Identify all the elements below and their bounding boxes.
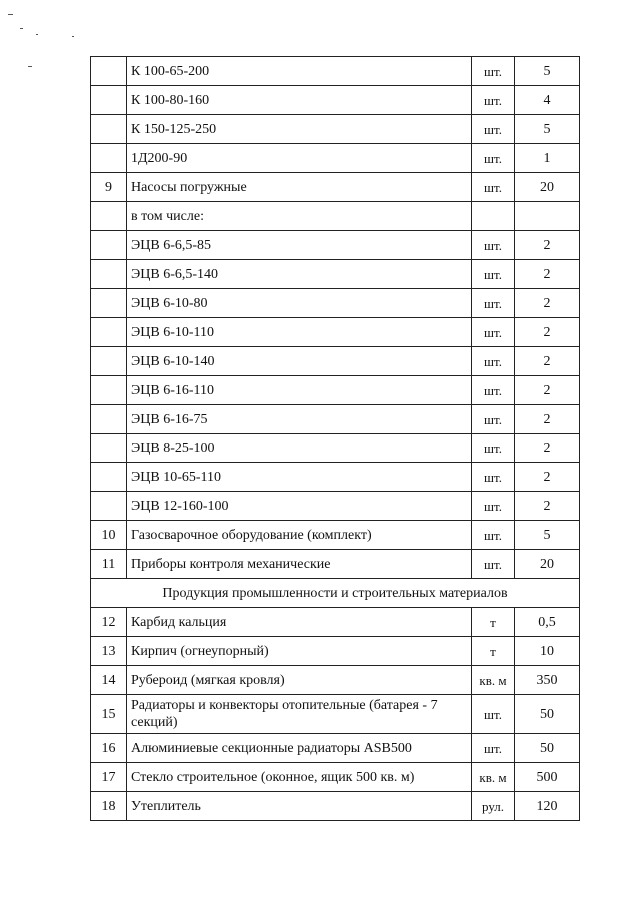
- item-name-cell: Рубероид (мягкая кровля): [127, 666, 472, 695]
- item-name-cell: Приборы контроля механические: [127, 550, 472, 579]
- item-name-cell: Кирпич (огнеупорный): [127, 637, 472, 666]
- table-row: [91, 521, 580, 550]
- row-number-cell: [91, 318, 127, 347]
- unit-cell: шт.: [472, 405, 515, 434]
- unit-cell: шт.: [472, 260, 515, 289]
- unit-cell: рул.: [472, 792, 515, 821]
- unit-cell: шт.: [472, 57, 515, 86]
- row-number-cell: [91, 202, 127, 231]
- row-number-cell: [91, 463, 127, 492]
- quantity-cell: 20: [515, 550, 580, 579]
- item-name-cell: 1Д200-90: [127, 144, 472, 173]
- quantity-cell: 2: [515, 463, 580, 492]
- row-number-cell: [91, 289, 127, 318]
- unit-cell: кв. м: [472, 666, 515, 695]
- quantity-cell: 2: [515, 231, 580, 260]
- unit-cell: шт.: [472, 347, 515, 376]
- table-row: [91, 144, 580, 173]
- row-number-cell: 14: [91, 666, 127, 695]
- quantity-cell: 5: [515, 521, 580, 550]
- table-row: [91, 405, 580, 434]
- item-name-cell: Стекло строительное (оконное, ящик 500 кв. м): [127, 763, 472, 792]
- item-name-cell: Насосы погружные: [127, 173, 472, 202]
- table-row: [91, 173, 580, 202]
- table-row: [91, 260, 580, 289]
- item-name-cell: К 100-80-160: [127, 86, 472, 115]
- quantity-cell: 2: [515, 405, 580, 434]
- unit-cell: т: [472, 608, 515, 637]
- table-row: [91, 463, 580, 492]
- row-number-cell: 13: [91, 637, 127, 666]
- table-row: [91, 115, 580, 144]
- table-row: [91, 318, 580, 347]
- unit-cell: шт.: [472, 492, 515, 521]
- item-name-cell: К 100-65-200: [127, 57, 472, 86]
- row-number-cell: 12: [91, 608, 127, 637]
- unit-cell: шт.: [472, 318, 515, 347]
- quantity-cell: 0,5: [515, 608, 580, 637]
- table-row: [91, 202, 580, 231]
- quantity-cell: 5: [515, 115, 580, 144]
- item-name-cell: ЭЦВ 6-6,5-85: [127, 231, 472, 260]
- table-row: [91, 734, 580, 763]
- unit-cell: шт.: [472, 550, 515, 579]
- unit-cell: [472, 202, 515, 231]
- table-row: [91, 347, 580, 376]
- item-name-cell: ЭЦВ 6-10-80: [127, 289, 472, 318]
- row-number-cell: [91, 492, 127, 521]
- quantity-cell: 2: [515, 318, 580, 347]
- table-body-equipment: [91, 57, 580, 579]
- table-row: [91, 695, 580, 734]
- quantity-cell: 5: [515, 57, 580, 86]
- row-number-cell: [91, 434, 127, 463]
- row-number-cell: [91, 231, 127, 260]
- section-header-row: [91, 579, 580, 608]
- section-title: Продукция промышленности и строительных материалов: [91, 579, 580, 608]
- row-number-cell: 10: [91, 521, 127, 550]
- quantity-cell: 120: [515, 792, 580, 821]
- table-row: [91, 792, 580, 821]
- quantity-cell: 50: [515, 734, 580, 763]
- item-name-cell: в том числе:: [127, 202, 472, 231]
- table-body-section: [91, 579, 580, 608]
- table-row: [91, 86, 580, 115]
- quantity-cell: 500: [515, 763, 580, 792]
- quantity-cell: [515, 202, 580, 231]
- unit-cell: шт.: [472, 115, 515, 144]
- quantity-cell: 2: [515, 434, 580, 463]
- unit-cell: кв. м: [472, 763, 515, 792]
- row-number-cell: [91, 57, 127, 86]
- quantity-cell: 2: [515, 289, 580, 318]
- row-number-cell: [91, 376, 127, 405]
- table-body-materials: [91, 608, 580, 821]
- table-row: [91, 434, 580, 463]
- row-number-cell: [91, 405, 127, 434]
- quantity-cell: 20: [515, 173, 580, 202]
- row-number-cell: 17: [91, 763, 127, 792]
- unit-cell: шт.: [472, 376, 515, 405]
- table-row: [91, 763, 580, 792]
- quantity-cell: 4: [515, 86, 580, 115]
- unit-cell: шт.: [472, 173, 515, 202]
- unit-cell: т: [472, 637, 515, 666]
- item-name-cell: ЭЦВ 12-160-100: [127, 492, 472, 521]
- item-name-cell: ЭЦВ 6-6,5-140: [127, 260, 472, 289]
- item-name-cell: Алюминиевые секционные радиаторы ASB500: [127, 734, 472, 763]
- row-number-cell: [91, 144, 127, 173]
- table-row: [91, 492, 580, 521]
- row-number-cell: 18: [91, 792, 127, 821]
- quantity-cell: 2: [515, 492, 580, 521]
- table-row: [91, 666, 580, 695]
- item-name-cell: Газосварочное оборудование (комплект): [127, 521, 472, 550]
- quantity-cell: 10: [515, 637, 580, 666]
- item-name-cell: Карбид кальция: [127, 608, 472, 637]
- item-name-cell: ЭЦВ 6-10-140: [127, 347, 472, 376]
- item-name-cell: К 150-125-250: [127, 115, 472, 144]
- row-number-cell: 9: [91, 173, 127, 202]
- item-name-cell: Утеплитель: [127, 792, 472, 821]
- table-row: [91, 289, 580, 318]
- quantity-cell: 1: [515, 144, 580, 173]
- row-number-cell: 16: [91, 734, 127, 763]
- item-name-cell: ЭЦВ 10-65-110: [127, 463, 472, 492]
- row-number-cell: [91, 260, 127, 289]
- unit-cell: шт.: [472, 144, 515, 173]
- unit-cell: шт.: [472, 463, 515, 492]
- unit-cell: шт.: [472, 695, 515, 734]
- unit-cell: шт.: [472, 734, 515, 763]
- table-row: [91, 608, 580, 637]
- item-name-cell: Радиаторы и конвекторы отопительные (батарея - 7 секций): [127, 695, 472, 734]
- unit-cell: шт.: [472, 231, 515, 260]
- row-number-cell: [91, 347, 127, 376]
- table-row: [91, 231, 580, 260]
- quantity-cell: 350: [515, 666, 580, 695]
- item-name-cell: ЭЦВ 6-16-110: [127, 376, 472, 405]
- unit-cell: шт.: [472, 86, 515, 115]
- row-number-cell: 15: [91, 695, 127, 734]
- materials-table: [90, 56, 580, 821]
- table-row: [91, 376, 580, 405]
- unit-cell: шт.: [472, 521, 515, 550]
- row-number-cell: [91, 115, 127, 144]
- item-name-cell: ЭЦВ 6-16-75: [127, 405, 472, 434]
- row-number-cell: 11: [91, 550, 127, 579]
- quantity-cell: 2: [515, 347, 580, 376]
- quantity-cell: 50: [515, 695, 580, 734]
- row-number-cell: [91, 86, 127, 115]
- item-name-cell: ЭЦВ 6-10-110: [127, 318, 472, 347]
- table-row: [91, 637, 580, 666]
- quantity-cell: 2: [515, 260, 580, 289]
- unit-cell: шт.: [472, 434, 515, 463]
- table-row: [91, 57, 580, 86]
- table-row: [91, 550, 580, 579]
- quantity-cell: 2: [515, 376, 580, 405]
- item-name-cell: ЭЦВ 8-25-100: [127, 434, 472, 463]
- unit-cell: шт.: [472, 289, 515, 318]
